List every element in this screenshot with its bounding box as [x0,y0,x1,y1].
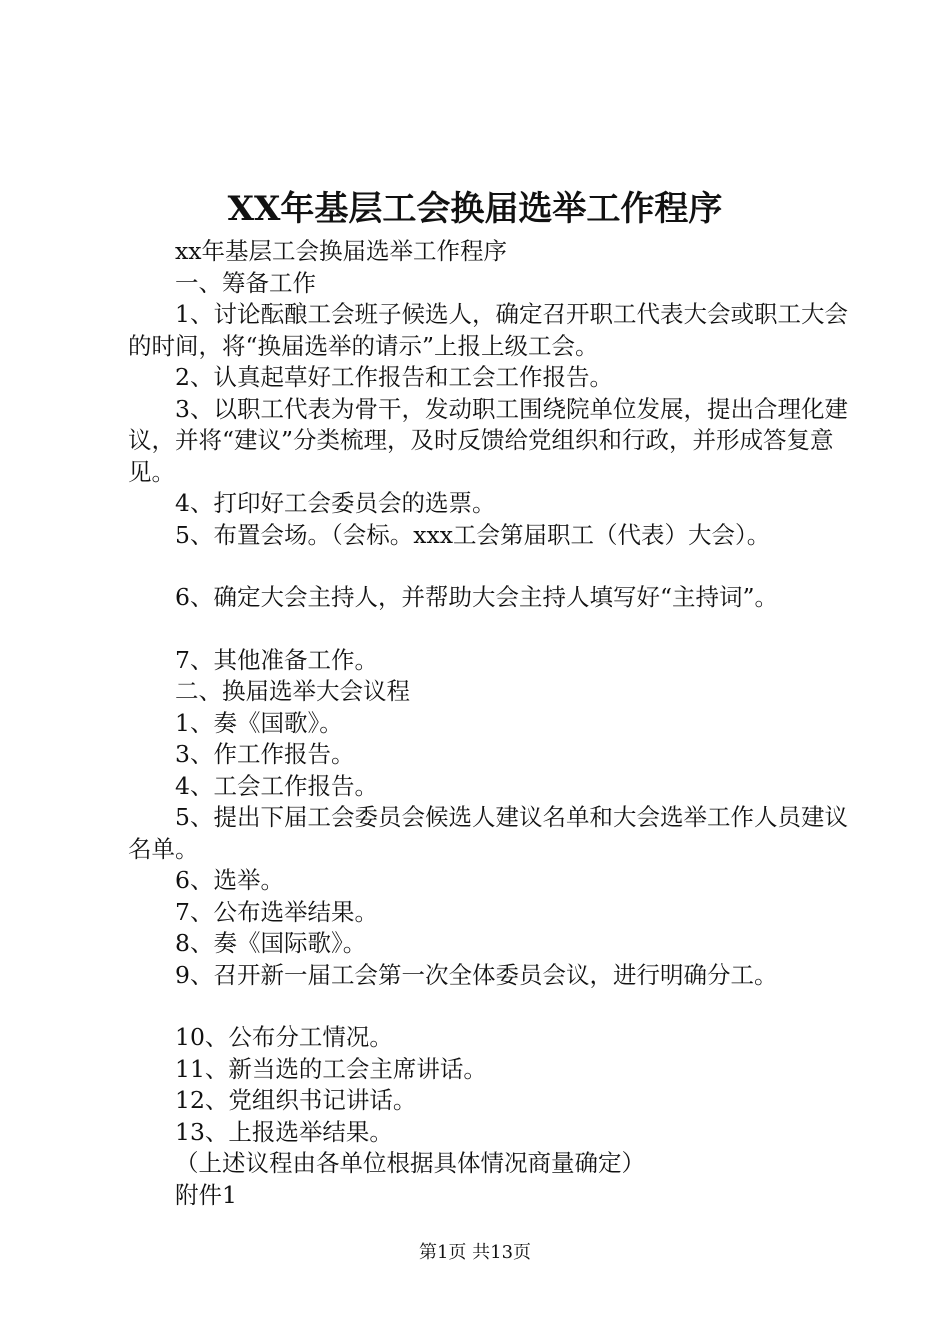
paragraph-agenda-3: 3、作工作报告。 [175,740,355,768]
paragraph-agenda-note: （上述议程由各单位根据具体情况商量确定） [175,1149,645,1177]
paragraph-agenda-5: 5、提出下届工会委员会候选人建议名单和大会选举工作人员建议名单。 [128,803,848,863]
paragraph-subtitle: xx年基层工会换届选举工作程序 [175,237,508,265]
document-body [128,236,848,1211]
section-heading-preparation: 一、筹备工作 [175,268,316,297]
paragraph-prep-1: 1、讨论酝酿工会班子候选人，确定召开职工代表大会或职工大会的时间，将“换届选举的请示”上报上级工会。 [128,300,848,360]
document-title: XX年基层工会换届选举工作程序 [227,189,723,229]
paragraph-prep-4: 4、打印好工会委员会的选票。 [175,489,496,517]
paragraph-agenda-9: 9、召开新一届工会第一次全体委员会议，进行明确分工。 [175,960,778,989]
paragraph-agenda-7: 7、公布选举结果。 [175,897,378,926]
paragraph-agenda-10: 10、公布分工情况。 [175,1023,393,1051]
paragraph-agenda-1: 1、奏《国歌》。 [175,708,343,737]
paragraph-agenda-11: 11、新当选的工会主席讲话。 [175,1054,487,1083]
paragraph-agenda-12: 12、党组织书记讲话。 [175,1086,417,1114]
paragraph-agenda-13: 13、上报选举结果。 [175,1117,393,1146]
paragraph-agenda-6: 6、选举。 [175,866,284,894]
section-heading-agenda: 二、换届选举大会议程 [175,677,410,705]
paragraph-attachment: 附件1 [175,1180,237,1209]
paragraph-prep-7: 7、其他准备工作。 [175,645,378,674]
paragraph-agenda-4: 4、工会工作报告。 [175,771,378,800]
paragraph-agenda-8: 8、奏《国际歌》。 [175,929,367,957]
paragraph-prep-3: 3、以职工代表为骨干，发动职工围绕院单位发展，提出合理化建议，并将“建议”分类梳理，及时反馈给党组织和行政，并形成答复意见。 [128,394,848,486]
paragraph-prep-6: 6、确定大会主持人，并帮助大会主持人填写好“主持词”。 [175,583,778,611]
page-number-footer: 第1页 共13页 [418,1242,532,1263]
paragraph-prep-2: 2、认真起草好工作报告和工会工作报告。 [175,363,613,391]
paragraph-prep-5: 5、布置会场。（会标。xxx工会第届职工（代表）大会）。 [175,520,771,549]
